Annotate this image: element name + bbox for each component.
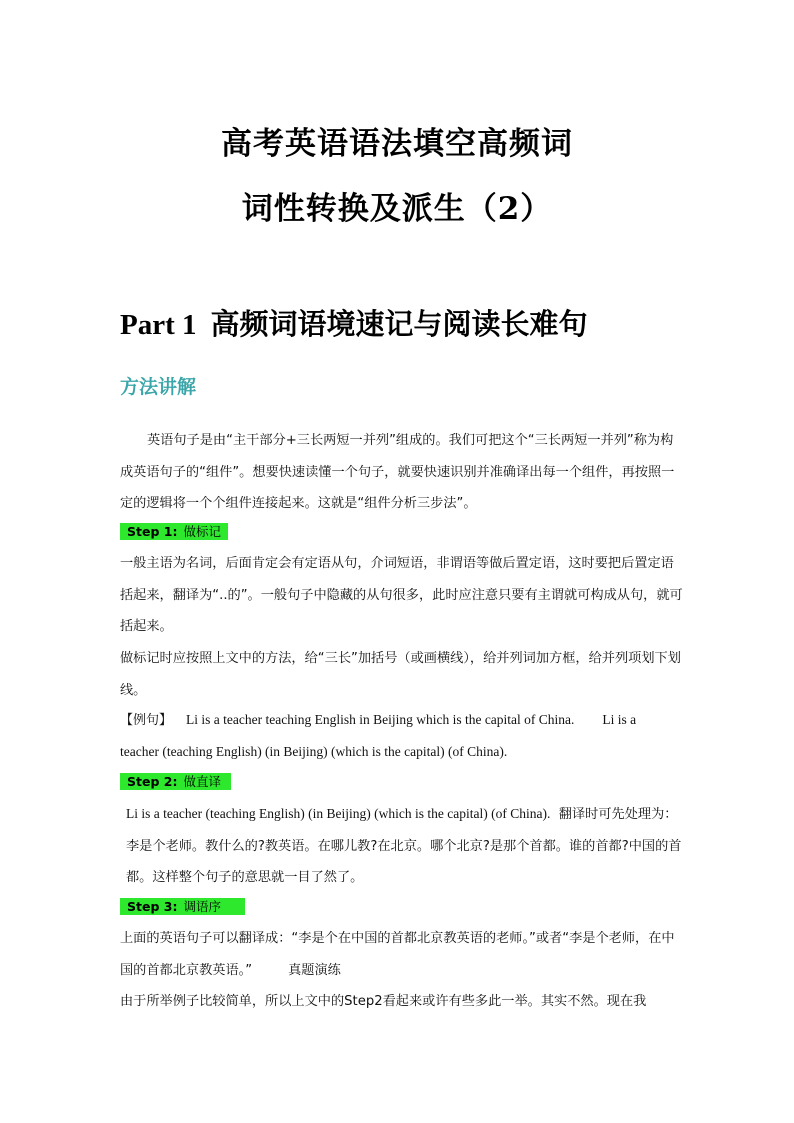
step3-paragraph1-text [120, 923, 686, 986]
doc-title-line1: 高考英语语法填空高频词 [221, 126, 573, 162]
practice-label: 真题演练 [288, 962, 341, 978]
part1-label: Part 1 [120, 309, 197, 341]
step1-paragraph2-text: 做标记时应按照上文中的方法，给“三长”加括号（或画横线），给并列词加方框，给并列项划下划线。 [120, 651, 681, 698]
step1-paragraph2 [120, 643, 686, 706]
example-marked-start: Li is a [602, 712, 637, 727]
step2-paragraph [120, 798, 686, 894]
step1-paragraph1 [120, 548, 686, 643]
example-sentence: Li is a teacher teaching English in Beijing which is the capital of China. [186, 712, 575, 727]
step3-paragraph1-body: 上面的英语句子可以翻译成：“李是个在中国的首都北京教英语的老师。”或者“李是个老师，在中国的首都北京教英语。” [120, 931, 675, 978]
step3-name: 调语序 [183, 899, 221, 914]
example-marked-rest: teacher (teaching English) (in Beijing) (which is the capital) (of China). [120, 744, 508, 759]
step3-paragraph2-text: 由于所举例子比较简单，所以上文中的Step2看起来或许有些多此一举。其实不然。现在我 [120, 994, 647, 1009]
step2-name: 做直译 [183, 774, 221, 789]
part1-heading [120, 302, 588, 343]
doc-title-line2: 词性转换及派生（2） [241, 191, 553, 227]
step3-number: Step 3: [127, 899, 178, 914]
step2-paragraph-text [120, 798, 686, 894]
step1-example-line [120, 704, 700, 737]
method-intro-paragraph: 英语句子是由“主干部分+三长两短一并列”组成的。我们可把这个“三长两短一并列”称为构成英语句子的“组件”。想要快速读懂一个句子，就要快速识别并准确译出每一个组件，再按照一定的逻辑将一个个组件连接起来。这就是“组件分析三步法”。 [120, 433, 675, 511]
step1-paragraph1-text: 一般主语为名词，后面肯定会有定语从句，介词短语，非谓语等做后置定语，这时要把后置定语括起来，翻译为“..的”。一般句子中隐藏的从句很多，此时应注意只要有主谓就可构成从句，就可括起来。 [120, 556, 683, 634]
part1-heading-text: 高频词语境速记与阅读长难句 [210, 309, 588, 341]
step2-tag [120, 773, 231, 790]
step2-number: Step 2: [127, 774, 178, 789]
method-heading: 方法讲解 [120, 376, 197, 398]
step3-tag [120, 898, 245, 915]
method-intro [120, 425, 686, 520]
step3-paragraph1 [120, 923, 686, 986]
step1-number: Step 1: [127, 524, 178, 539]
step2-paragraph-tail: 翻译时可先处理为：李是个老师。教什么的?教英语。在哪儿教?在北京。哪个北京?是那个首都。谁的首都?中国的首都。这样整个句子的意思就一目了然了。 [126, 807, 682, 885]
step3-paragraph2 [120, 986, 686, 1018]
step2-sentence: Li is a teacher (teaching English) (in Beijing) (which is the capital) (of China). [126, 806, 551, 821]
example-label: 【例句】 [120, 713, 173, 728]
step1-name: 做标记 [183, 524, 221, 539]
step1-tag [120, 523, 228, 540]
step1-example-marked-line [120, 736, 700, 768]
